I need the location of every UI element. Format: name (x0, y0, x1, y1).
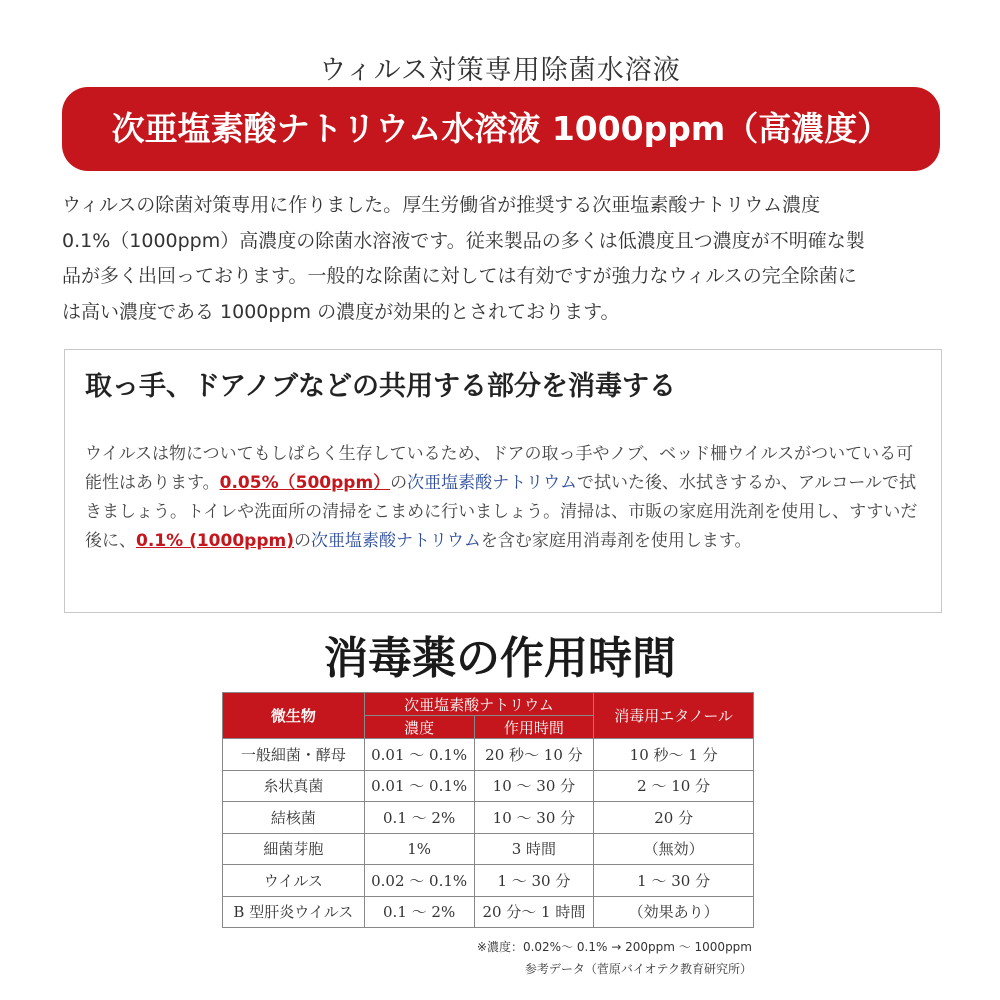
body-text: ウイルスは物についてもしばらく生存しているため、ドアの取っ手やノブ、ベッド柵ウイルスがついている可能性はあります。 (85, 444, 914, 493)
cell-ethanol: （無効） (594, 833, 754, 865)
intro-paragraph (62, 188, 942, 330)
cell-action-time: 10 〜 30 分 (474, 770, 594, 802)
page-subtitle: ウィルス対策専用除菌水溶液 (319, 55, 681, 86)
cell-microbe: ウイルス (223, 865, 365, 897)
cell-action-time: 20 分〜 1 時間 (474, 896, 594, 928)
body-text: で拭いた後、水拭きするか、アルコールで拭きましょう。トイレや洗面所の清掃をこまめに行いましょう。清掃は、市販の家庭用洗剤を使用し、すすいだ後に、 (85, 473, 918, 551)
cell-action-time: 20 秒〜 10 分 (474, 739, 594, 771)
box-heading: 取っ手、ドアノブなどの共用する部分を消毒する (85, 371, 677, 402)
box-body (85, 440, 930, 556)
header-ethanol: 消毒用エタノール (594, 693, 754, 739)
cell-action-time: 1 〜 30 分 (474, 865, 594, 897)
table-row (223, 865, 754, 897)
table-row (223, 896, 754, 928)
highlight-concentration-low: 0.05%（500ppm） (219, 473, 391, 493)
section-title: 消毒薬の作用時間 (324, 633, 676, 684)
cell-ethanol: 20 分 (594, 802, 754, 834)
header-naocl: 次亜塩素酸ナトリウム (364, 693, 594, 716)
body-text: の (390, 473, 408, 493)
concentration-note: ※濃度：0.02%〜 0.1% → 200ppm 〜 1000ppm (476, 940, 752, 954)
cell-microbe: B 型肝炎ウイルス (223, 896, 365, 928)
disinfectant-table (222, 692, 754, 928)
table-row (223, 802, 754, 834)
cell-microbe: 細菌芽胞 (223, 833, 365, 865)
intro-line: ウィルスの除菌対策専用に作りました。厚生労働省が推奨する次亜塩素酸ナトリウム濃度 (62, 194, 821, 216)
highlight-chemical-name: 次亜塩素酸ナトリウム (310, 531, 481, 551)
disinfection-box (64, 349, 942, 613)
table-row (223, 739, 754, 771)
cell-concentration: 0.02 〜 0.1% (364, 865, 474, 897)
cell-concentration: 1% (364, 833, 474, 865)
table-row (223, 833, 754, 865)
cell-concentration: 0.1 〜 2% (364, 896, 474, 928)
header-action-time: 作用時間 (474, 716, 594, 739)
cell-ethanol: 1 〜 30 分 (594, 865, 754, 897)
cell-microbe: 糸状真菌 (223, 770, 365, 802)
cell-ethanol: （効果あり） (594, 896, 754, 928)
cell-concentration: 0.01 〜 0.1% (364, 739, 474, 771)
source-note: 参考データ（菅原バイオテク教育研究所） (524, 962, 752, 976)
cell-action-time: 10 〜 30 分 (474, 802, 594, 834)
intro-line: 品が多く出回っております。一般的な除菌に対しては有効ですが強力なウィルスの完全除菌に (62, 265, 857, 287)
header-concentration: 濃度 (364, 716, 474, 739)
banner-title: 次亜塩素酸ナトリウム水溶液 1000ppm（高濃度） (111, 109, 891, 148)
intro-line: は高い濃度である 1000ppm の濃度が効果的とされております。 (62, 300, 620, 323)
cell-ethanol: 10 秒〜 1 分 (594, 739, 754, 771)
title-banner (62, 87, 940, 171)
body-text: の (293, 531, 311, 551)
highlight-concentration-high: 0.1% (1000ppm) (136, 531, 294, 551)
intro-line: 0.1%（1000ppm）高濃度の除菌水溶液です。従来製品の多くは低濃度且つ濃度が不明確な製 (62, 229, 865, 252)
cell-microbe: 結核菌 (223, 802, 365, 834)
header-microbe: 微生物 (223, 693, 365, 739)
cell-concentration: 0.1 〜 2% (364, 802, 474, 834)
body-text: を含む家庭用消毒剤を使用します。 (480, 531, 752, 551)
cell-action-time: 3 時間 (474, 833, 594, 865)
cell-ethanol: 2 〜 10 分 (594, 770, 754, 802)
highlight-chemical-name: 次亜塩素酸ナトリウム (407, 473, 577, 493)
cell-concentration: 0.01 〜 0.1% (364, 770, 474, 802)
table-row (223, 770, 754, 802)
cell-microbe: 一般細菌・酵母 (223, 739, 365, 771)
